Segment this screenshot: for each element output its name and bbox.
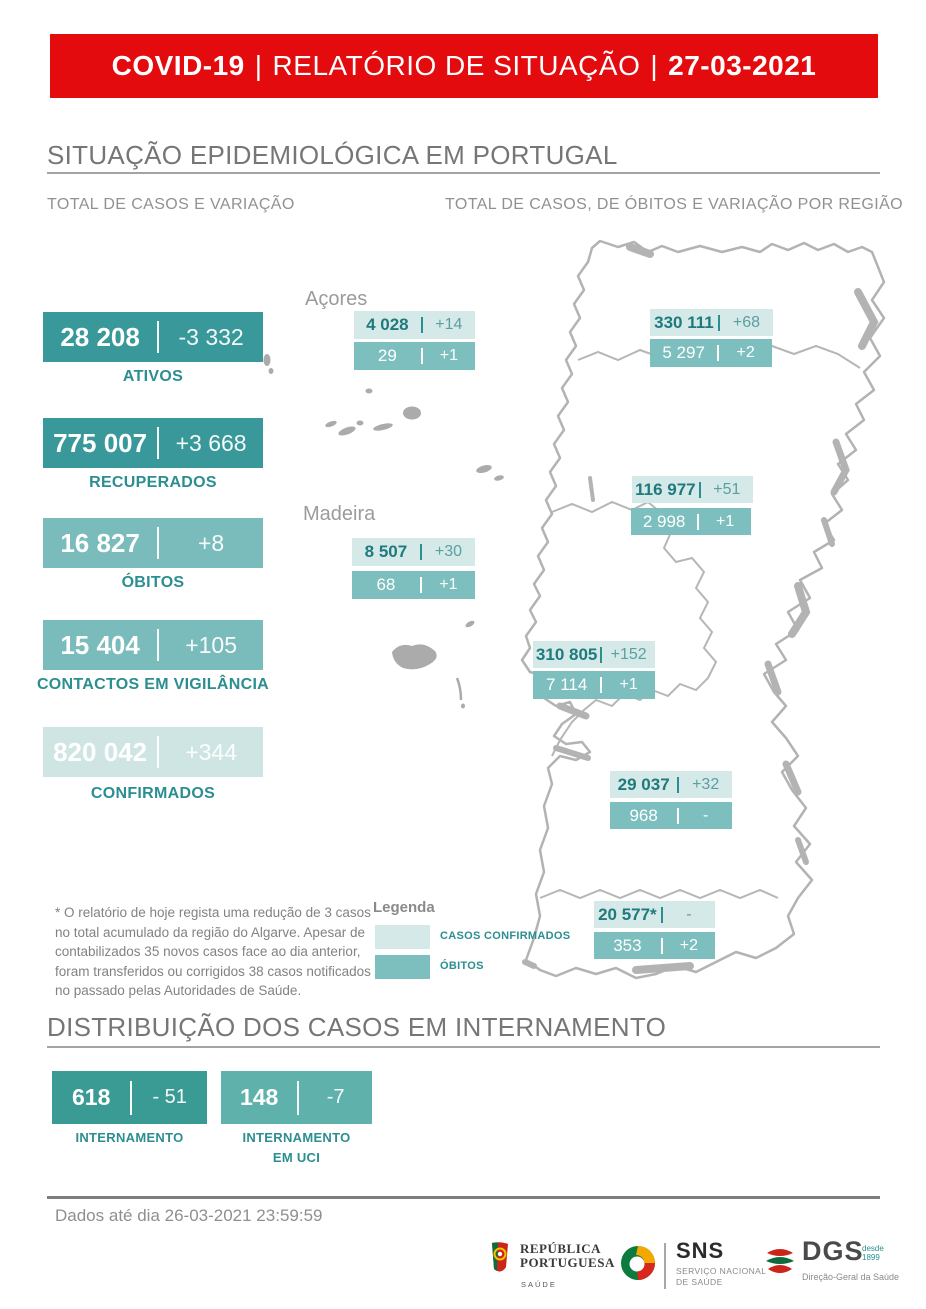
report-title-banner [50, 34, 878, 98]
alentejo-confirmed: 29 037 [617, 774, 670, 794]
recuperados-variation: +3 668 [175, 429, 247, 456]
madeira-deaths-row [352, 571, 475, 599]
banner-report-name: RELATÓRIO DE SITUAÇÃO [272, 50, 641, 81]
republica-portuguesa-logo [520, 1242, 615, 1271]
section-title-internment: DISTRIBUIÇÃO DOS CASOS EM INTERNAMENTO [47, 1012, 667, 1042]
norte-confirmed-row [650, 309, 773, 336]
algarve-confirmed: 20 577* [598, 904, 657, 924]
norte-deaths-var: +2 [736, 344, 755, 361]
contactos-variation: +105 [185, 631, 237, 658]
norte-deaths-row [650, 339, 772, 367]
stat-box-ativos [43, 312, 263, 362]
acores-label: Açores [305, 288, 368, 310]
madeira-deaths-var: +1 [439, 576, 458, 593]
algarve-footnote: * O relatório de hoje regista uma redução de 3 casos no total acumulado da região do Algarve. Apesar de contabilizados 35 novos casos face ao dia anterior, foram transferidos ou corrigidos 38 casos notificados no passado pelas Autoridades de Saúde. [55, 905, 371, 999]
confirmados-label: CONFIRMADOS [90, 785, 216, 802]
centro-deaths-var: +1 [715, 512, 735, 530]
acores-confirmed-row [354, 311, 475, 339]
contactos-value: 15 404 [60, 629, 140, 660]
sns-divider-line [664, 1243, 666, 1289]
sns-sub1: SERVIÇO NACIONAL [676, 1266, 767, 1276]
stat-box-internamento-uci [221, 1071, 372, 1124]
legend-swatch-deaths [375, 955, 430, 979]
stat-box-obitos [43, 518, 263, 568]
lvt-deaths: 7 114 [546, 675, 588, 694]
data-cutoff-note: Dados até dia 26-03-2021 23:59:59 [55, 1206, 323, 1225]
republica-line1: REPÚBLICA [520, 1241, 602, 1256]
section-divider [47, 172, 880, 174]
centro-confirmed-row [632, 476, 753, 503]
stat-box-internamento [52, 1071, 207, 1124]
lvt-confirmed: 310 805 [535, 644, 598, 664]
uci-label-line2: EM UCI [272, 1150, 321, 1165]
madeira-deaths: 68 [376, 575, 396, 594]
acores-islands [264, 354, 505, 482]
ativos-value: 28 208 [60, 321, 140, 352]
region-border-alentejo-algarve [540, 890, 778, 898]
republica-saude-label: SAÚDE [521, 1280, 557, 1289]
madeira-confirmed: 8 507 [364, 542, 408, 561]
left-column-header: TOTAL DE CASOS E VARIAÇÃO [47, 196, 295, 213]
lvt-confirmed-row [533, 641, 655, 668]
dgs-since-word: desde [862, 1244, 884, 1253]
legend-title: Legenda [373, 899, 435, 916]
lvt-deaths-row [533, 671, 655, 699]
uci-variation: -7 [326, 1086, 345, 1108]
contactos-label: CONTACTOS EM VIGILÂNCIA [36, 676, 270, 693]
dgs-subtitle: Direção-Geral da Saúde [802, 1272, 900, 1282]
ativos-label: ATIVOS [122, 368, 184, 385]
right-column-header: TOTAL DE CASOS, DE ÓBITOS E VARIAÇÃO POR REGIÃO [445, 196, 904, 213]
alentejo-deaths: 968 [629, 805, 658, 825]
recuperados-value: 775 007 [53, 427, 148, 458]
madeira-label: Madeira [303, 503, 376, 525]
norte-confirmed-var: +68 [732, 313, 760, 331]
acores-deaths-var: +1 [439, 347, 458, 364]
acores-deaths-row [354, 342, 475, 370]
centro-confirmed-var: +51 [713, 480, 741, 498]
ativos-variation: -3 332 [178, 323, 244, 350]
internamento-label: INTERNAMENTO [75, 1130, 184, 1145]
alentejo-confirmed-row [610, 771, 732, 798]
algarve-confirmed-var: - [686, 905, 692, 923]
region-border-centro-lvt [552, 502, 716, 756]
banner-separator: | [254, 50, 263, 81]
centro-deaths-row [631, 508, 751, 535]
madeira-confirmed-var: +30 [434, 543, 462, 560]
republica-portuguesa-flag-icon [489, 1241, 511, 1277]
centro-deaths: 2 998 [642, 511, 686, 531]
uci-value: 148 [239, 1084, 279, 1110]
obitos-label: ÓBITOS [121, 574, 185, 591]
acores-confirmed: 4 028 [366, 315, 409, 334]
alentejo-deaths-var: - [702, 806, 709, 824]
internamento-value: 618 [71, 1084, 111, 1110]
madeira-islands [392, 619, 476, 708]
acores-deaths: 29 [377, 346, 397, 365]
republica-line2: PORTUGUESA [520, 1255, 615, 1271]
legend-label-confirmed: CASOS CONFIRMADOS [440, 930, 571, 942]
algarve-deaths-var: +2 [679, 936, 698, 954]
dgs-logo-title: DGS [802, 1236, 864, 1266]
footer-divider [47, 1196, 880, 1199]
recuperados-label: RECUPERADOS [89, 474, 217, 491]
internamento-variation: - 51 [152, 1086, 187, 1108]
sns-logo-icon [620, 1245, 656, 1281]
section-divider-2 [47, 1046, 880, 1048]
lvt-deaths-var: +1 [619, 676, 638, 693]
dgs-since-year: 1899 [862, 1253, 880, 1262]
banner-separator-2: | [650, 50, 659, 81]
sns-sub2: DE SAÚDE [676, 1277, 723, 1287]
alentejo-confirmed-var: +32 [692, 775, 720, 793]
stat-box-confirmados [43, 727, 263, 777]
legend-swatch-confirmed [375, 925, 430, 949]
obitos-value: 16 827 [60, 527, 140, 558]
banner-covid19: COVID-19 [111, 50, 245, 81]
uci-label-line1: INTERNAMENTO [242, 1130, 351, 1145]
algarve-deaths-row [594, 932, 715, 959]
algarve-deaths: 353 [613, 935, 642, 955]
banner-date: 27-03-2021 [668, 50, 817, 81]
legend-label-deaths: ÓBITOS [440, 960, 484, 972]
stat-box-recuperados [43, 418, 263, 468]
centro-confirmed: 116 977 [635, 479, 696, 499]
lvt-confirmed-var: +152 [610, 645, 647, 663]
sns-logo-title: SNS [676, 1238, 725, 1263]
confirmados-variation: +344 [185, 738, 237, 765]
madeira-confirmed-row [352, 538, 475, 566]
norte-deaths: 5 297 [662, 343, 705, 362]
dgs-logo-icon [763, 1245, 797, 1279]
acores-confirmed-var: +14 [435, 316, 463, 333]
section-title-epidemiology: SITUAÇÃO EPIDEMIOLÓGICA EM PORTUGAL [47, 140, 618, 170]
norte-confirmed: 330 111 [654, 312, 714, 332]
algarve-confirmed-row [594, 901, 715, 928]
obitos-variation: +8 [197, 529, 225, 556]
alentejo-deaths-row [610, 802, 732, 829]
stat-box-contactos [43, 620, 263, 670]
confirmados-value: 820 042 [53, 736, 148, 767]
